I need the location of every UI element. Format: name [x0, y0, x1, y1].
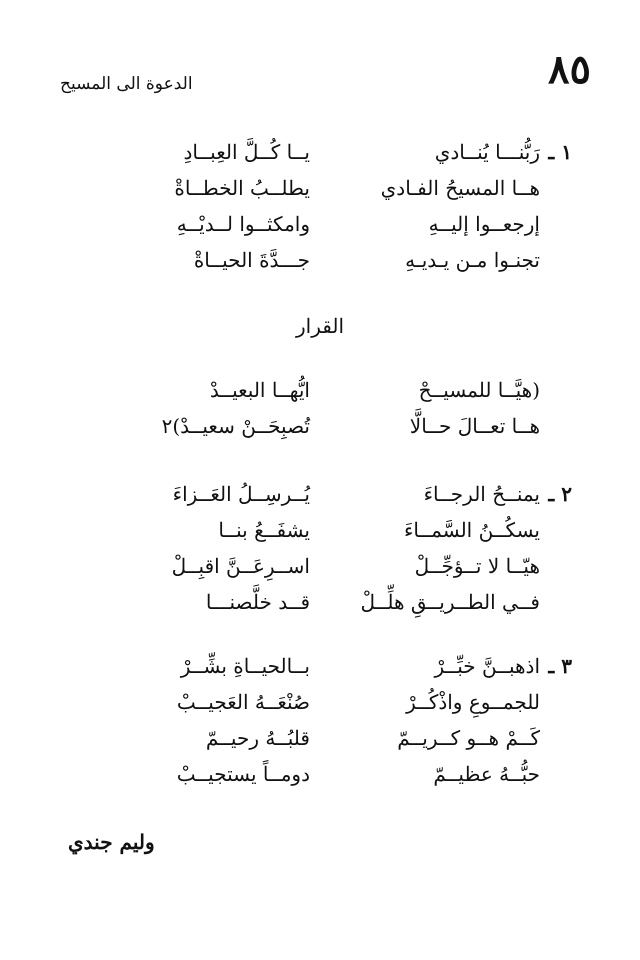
hemistich-first: حبُّــهُ عظيــمّ — [433, 762, 540, 786]
verse-line — [0, 478, 640, 514]
stanza-1 — [0, 136, 640, 280]
hemistich-first: (هيَّــا للمسيــحْ — [418, 378, 540, 402]
hemistich-second: وامكثــوا لــديْــهِ — [176, 212, 310, 236]
hemistich-first: هــا تعــالَ حــالَّا — [409, 414, 540, 438]
verse-line — [0, 244, 640, 280]
hemistich-first: اذهبــنَّ خبِّــرْ — [434, 654, 540, 678]
verse-line — [0, 410, 640, 446]
stanza-2 — [0, 478, 640, 622]
verse-line — [0, 550, 640, 586]
hemistich-first: للجمــوعِ واذْكُــرْ — [406, 690, 540, 714]
hemistich-second: قلبُــهُ رحيــمّ — [205, 726, 310, 750]
hemistich-second: يــا كُــلَّ العِبــادِ — [183, 140, 310, 164]
hemistich-second: يُــرسِــلُ العَــزاءَ — [172, 482, 310, 506]
hemistich-first: إرجعــوا إليــهِ — [428, 212, 540, 236]
hemistich-first: هــا المسيحُ الفـادي — [380, 176, 540, 200]
hemistich-second: يطلــبُ الخطــاةْ — [174, 176, 310, 200]
verse-line — [0, 686, 640, 722]
hemistich-second: يشفَــعُ بنــا — [218, 518, 310, 542]
hemistich-second: ايُّهــا البعيــدْ — [209, 378, 310, 402]
stanza-number: ١ ـ — [548, 140, 572, 164]
chorus — [0, 374, 640, 446]
hemistich-second: قــد خلَّصنـــا — [205, 590, 310, 614]
chorus-title: القرار — [295, 314, 345, 338]
page-number: ٨٥ — [548, 46, 591, 93]
hemistich-second: دومــاً يستجيــبْ — [176, 762, 310, 786]
hemistich-second: صُنْعَــهُ العَجيــبْ — [176, 690, 310, 714]
stanza-number: ٣ ـ — [548, 654, 572, 678]
hemistich-second: تُصبِحَــنْ سعيــدْ)٢ — [161, 414, 310, 438]
hemistich-first: فــي الطــريــقِ هلِّــلْ — [360, 590, 540, 614]
verse-line — [0, 136, 640, 172]
verse-line — [0, 374, 640, 410]
verse-line — [0, 586, 640, 622]
author-name: وليم جندي — [68, 830, 155, 854]
hemistich-second: جـــدَّةَ الحيــاةْ — [193, 248, 310, 272]
hemistich-second: بــالحيــاةِ بشِّــرْ — [180, 654, 310, 678]
hemistich-first: تجنـوا مـن يـديـهِ — [405, 248, 540, 272]
hemistich-second: اســرِعَــنَّ اقبِــلْ — [171, 554, 310, 578]
hemistich-first: هيّــا لا تــؤجِّــلْ — [414, 554, 540, 578]
verse-line — [0, 172, 640, 208]
hemistich-first: يسكُــنُ السَّمــاءَ — [403, 518, 540, 542]
hemistich-first: كَــمْ هــو كــريــمّ — [397, 726, 540, 750]
verse-line — [0, 514, 640, 550]
stanza-number: ٢ ـ — [548, 482, 572, 506]
verse-line — [0, 758, 640, 794]
stanza-3 — [0, 650, 640, 794]
running-title: الدعوة الى المسيح — [60, 74, 193, 94]
hemistich-first: يمنــحُ الرجــاءَ — [423, 482, 540, 506]
hemistich-first: رَبُّنـــا يُنــادي — [434, 140, 540, 164]
verse-line — [0, 722, 640, 758]
verse-line — [0, 650, 640, 686]
verse-line — [0, 208, 640, 244]
